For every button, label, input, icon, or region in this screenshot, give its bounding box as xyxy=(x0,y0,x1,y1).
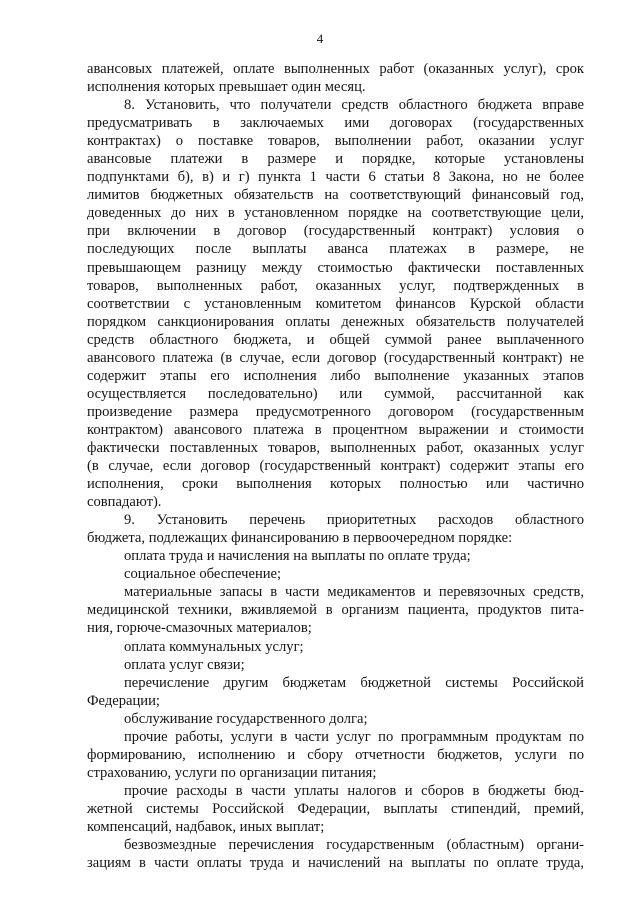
text-line: формированию, исполнению и сбору отчетности бюджетов, услуги по xyxy=(87,746,584,763)
text-line: зациям в части оплаты труда и начислений на выплаты по оплате труда, xyxy=(87,855,584,872)
text-line: бюджета, подлежащих финансированию в первоочередном порядке: xyxy=(87,530,513,547)
text-line: порядком санкционирования оплаты денежных обязательств получателей xyxy=(87,313,584,330)
text-line: ния, горюче-смазочных материалов; xyxy=(87,620,312,637)
text-line: авансовых платежей, оплате выполненных работ (оказанных услуг), срок xyxy=(87,61,584,77)
text-line: предусматривать в заключаемых ими договорах (государственных xyxy=(87,115,584,132)
text-line: Федерации; xyxy=(87,692,160,709)
text-line: 9. Установить перечень приоритетных расходов областного xyxy=(124,512,584,529)
text-line: авансового платежа (в случае, если договор (государственный контракт) не xyxy=(87,349,584,366)
text-line: материальные запасы в части медикаментов и перевязочных средств, xyxy=(124,584,584,601)
document-body xyxy=(87,60,584,872)
text-line: социальное обеспечение; xyxy=(124,566,282,583)
text-line: средств областного бюджета, и общей суммой ранее выплаченного xyxy=(87,331,584,348)
text-line: исполнения, сроки выполнения которых полностью или частично xyxy=(87,476,584,493)
text-line: обслуживание государственного долга; xyxy=(124,710,368,727)
text-line: контрактах) о поставке товаров, выполнении работ, оказании услуг xyxy=(87,133,584,150)
text-line: исполнения которых превышает один месяц. xyxy=(87,79,366,96)
text-line: превышающем разницу между стоимостью фактически поставленных xyxy=(87,259,584,276)
text-line: оплата услуг связи; xyxy=(124,656,245,673)
text-line: контрактом) авансового платежа в процентном выражении и стоимости xyxy=(87,421,584,438)
text-line: безвозмездные перечисления государственным (областным) органи- xyxy=(124,837,584,854)
text-line: страхованию, услуги по организации питания; xyxy=(87,764,377,781)
text-line: авансовые платежи в размере и порядке, которые установлены xyxy=(87,151,584,168)
text-line: последующих после выплаты аванса платежах в размере, не xyxy=(87,241,584,258)
text-line: произведение размера предусмотренного договором (государственным xyxy=(87,403,584,420)
text-line: прочие работы, услуги в части услуг по программным продуктам по xyxy=(124,728,584,745)
text-line: подпунктами б), в) и г) пункта 1 части 6 статьи 8 Закона, но не более xyxy=(87,169,584,186)
text-line: фактически поставленных товаров, выполненных работ, оказанных услуг xyxy=(87,439,584,456)
page-number: 4 xyxy=(316,31,324,46)
text-line: совпадают). xyxy=(87,494,162,511)
text-line: при включении в договор (государственный контракт) условия о xyxy=(87,223,584,240)
text-line: жетной системы Российской Федерации, выплаты стипендий, премий, xyxy=(87,800,584,817)
text-line: компенсаций, надбавок, иных выплат; xyxy=(87,818,325,835)
text-line: лимитов бюджетных обязательств на соответствующий финансовый год, xyxy=(87,187,584,204)
text-line: осуществляется последовательно) или суммой, рассчитанной как xyxy=(87,385,584,402)
text-line: оплата коммунальных услуг; xyxy=(124,638,304,655)
text-line: (в случае, если договор (государственный контракт) содержит этапы его xyxy=(87,458,584,475)
text-line: медицинской техники, вживляемой в организм пациента, продуктов пита- xyxy=(87,602,584,619)
text-line: 8. Установить, что получатели средств областного бюджета вправе xyxy=(124,97,584,114)
text-line: перечисление другим бюджетам бюджетной системы Российской xyxy=(124,674,584,691)
text-line: оплата труда и начисления на выплаты по оплате труда; xyxy=(124,548,471,565)
text-line: доведенных до них в установленном порядке на соответствующие цели, xyxy=(87,205,584,222)
text-line: соответствии с установленным комитетом финансов Курской области xyxy=(87,295,584,312)
text-line: содержит этапы его исполнения либо выполнение указанных этапов xyxy=(87,367,584,384)
text-line: товаров, выполненных работ, оказанных услуг, подтвержденных в xyxy=(87,277,584,294)
text-line: прочие расходы в части уплаты налогов и сборов в бюджеты бюд- xyxy=(124,782,584,799)
